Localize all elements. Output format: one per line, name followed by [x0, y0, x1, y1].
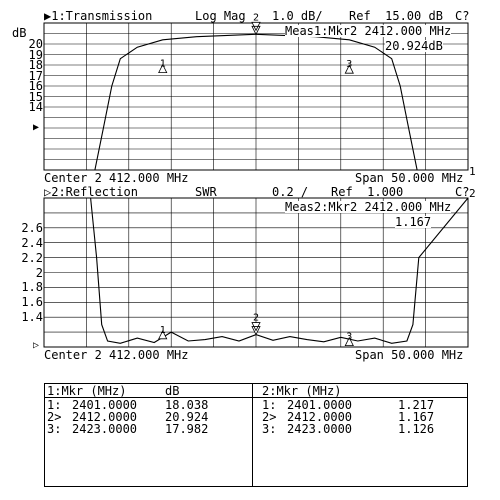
y-tick-label: 16	[28, 79, 43, 93]
y-tick-label: 2.6	[21, 220, 43, 235]
trace2-ref-arrow: ▷	[33, 340, 40, 351]
table2-header-divider	[253, 397, 467, 398]
trace1-ref[interactable]: Ref 15.00 dB	[349, 9, 443, 23]
table2-row3-id: 3:	[262, 422, 277, 436]
trace2-label[interactable]: ▷2:Reflection	[44, 185, 138, 199]
table1-row3-value: 17.982	[165, 422, 209, 436]
table2-row2-freq: 2412.0000	[287, 410, 353, 424]
trace2-center[interactable]: Center 2 412.000 MHz	[44, 348, 189, 362]
marker-3-label: 3	[346, 331, 353, 343]
table1-row3-freq: 2423.0000	[72, 422, 138, 436]
marker-2-triangle-icon	[252, 323, 260, 335]
trace2-channel-number: 2	[469, 187, 476, 200]
table2-row1-value: 1.217	[398, 398, 435, 412]
table-row[interactable]	[45, 423, 252, 435]
table1-row2-value: 20.924	[165, 410, 209, 424]
y-tick-label: 19	[28, 47, 43, 62]
table2-row2-value: 1.167	[398, 410, 435, 424]
marker-2-label: 2	[253, 312, 260, 324]
table2-row1-freq: 2401.0000	[287, 398, 353, 412]
table1-row2-freq: 2412.0000	[72, 410, 138, 424]
y-tick-label: 1.6	[21, 295, 43, 310]
trace1-format[interactable]: Log Mag	[195, 9, 246, 23]
table1-row1-id: 1:	[47, 398, 62, 412]
trace1-ref-arrow: ▶	[33, 122, 40, 133]
y-tick-label: 18	[28, 58, 43, 72]
trace1-status: C?	[455, 9, 470, 23]
table1-header-right: dB	[165, 384, 180, 398]
trace2-ref[interactable]: Ref 1.000	[331, 185, 404, 199]
table1-header-left: 1:Mkr (MHz)	[47, 384, 127, 398]
trace1-scale[interactable]: 1.0 dB/	[272, 9, 323, 23]
trace2-scale[interactable]: 0.2 /	[272, 185, 309, 199]
y-tick-label: 2.4	[21, 235, 43, 250]
marker-2-triangle-icon	[252, 22, 260, 34]
y-tick-label: 2	[35, 265, 43, 280]
trace1-label[interactable]: ▶1:Transmission	[44, 9, 153, 23]
table1-row1-freq: 2401.0000	[72, 398, 138, 412]
table2-row1-id: 1:	[262, 398, 277, 412]
trace2-format[interactable]: SWR	[195, 185, 217, 199]
y-tick-label: 2.2	[21, 250, 43, 265]
trace1-meas-label: Meas1:Mkr2 2412.000 MHz	[285, 24, 452, 38]
marker-2-label: 2	[253, 12, 260, 24]
trace1-span[interactable]: Span 50.000 MHz	[355, 171, 464, 185]
marker-tables	[44, 383, 468, 487]
table-row[interactable]	[253, 411, 467, 423]
marker-1-label: 1	[159, 324, 166, 336]
y-tick-label: 1.8	[21, 280, 43, 295]
table1-row2-id: 2>	[47, 410, 62, 424]
table1-row1-value: 18.038	[165, 398, 209, 412]
trace2-span[interactable]: Span 50.000 MHz	[355, 348, 464, 362]
table-row[interactable]	[253, 399, 467, 411]
table1-row3-id: 3:	[47, 422, 62, 436]
y-tick-label: 17	[28, 68, 43, 83]
trace1-unit: dB	[12, 26, 27, 40]
y-tick-label: 14	[28, 100, 43, 114]
marker-1-label: 1	[159, 58, 166, 70]
marker-table-trace1[interactable]	[45, 384, 253, 486]
y-tick-label: 1.4	[21, 310, 43, 325]
table2-row2-id: 2>	[262, 410, 277, 424]
marker-3-label: 3	[346, 59, 353, 71]
table2-row3-value: 1.126	[398, 422, 435, 436]
trace2-meas-label: Meas2:Mkr2 2412.000 MHz	[285, 200, 452, 214]
trace1-meas-value: 20.924dB	[385, 39, 443, 53]
trace2-meas-value: 1.167	[395, 215, 432, 229]
trace2-status: C?	[455, 185, 470, 199]
y-tick-label: 15	[28, 89, 43, 104]
marker-table-trace2[interactable]	[253, 384, 467, 486]
trace1-center[interactable]: Center 2 412.000 MHz	[44, 171, 189, 185]
table-row[interactable]	[253, 423, 467, 435]
table2-row3-freq: 2423.0000	[287, 422, 353, 436]
table2-header-left: 2:Mkr (MHz)	[262, 384, 342, 398]
trace1-channel-number: 1	[469, 165, 476, 178]
y-tick-label: 20	[28, 37, 43, 51]
